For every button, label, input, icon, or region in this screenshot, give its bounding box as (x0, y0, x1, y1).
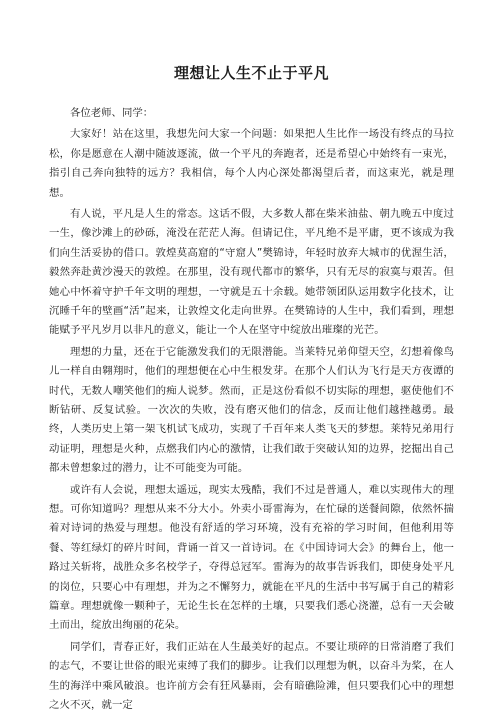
paragraph-1: 大家好！站在这里，我想先问大家一个问题：如果把人生比作一场没有终点的马拉松，你是愿意在人潮中随波逐流，做一个平凡的奔跑者，还是希望心中始终有一束光，指引自己奔向独特的远方？我相信，每个人内心深处都渴望后者，而这束光，就是理想。 (49, 128, 454, 199)
paragraph-2: 有人说，平凡是人生的常态。这话不假，大多数人都在柴米油盐、朝九晚五中度过一生，像沙滩上的砂砾，淹没在茫茫人海。但请记住，平凡绝不是平庸，更不该成为我们向生活妥协的借口。敦煌莫高窟的“守窟人”樊锦诗，年轻时放弃大城市的优渥生活，毅然奔赴黄沙漫天的敦煌。在那里，没有现代都市的繁华，只有无尽的寂寞与艰苦。但她心中怀着守护千年文明的理想，一守就是五十余载。她带领团队运用数字化技术，让沉睡千年的壁画“活”起来，让敦煌文化走向世界。在樊锦诗的人生中，我们看到，理想能赋予平凡岁月以非凡的意义，能让一个人在坚守中绽放出璀璨的光芒。 (49, 207, 454, 337)
paragraph-5: 同学们，青春正好，我们正站在人生最美好的起点。不要让琐碎的日常消磨了我们的志气，不要让世俗的眼光束缚了我们的脚步。让我们以理想为帆，以奋斗为桨，在人生的海洋中乘风破浪。也许前方会有狂风暴雨，会有暗礁险滩，但只要我们心中的理想之火不灭，就一定 (49, 640, 454, 712)
document-title: 理想让人生不止于平凡 (173, 64, 329, 82)
paragraph-3: 理想的力量，还在于它能激发我们的无限潜能。当莱特兄弟仰望天空，幻想着像鸟儿一样自由翱翔时，他们的理想便在心中生根发芽。在那个人们认为飞行是天方夜谭的时代，无数人嘲笑他们的痴人说梦。然而，正是这份看似不切实际的理想，驱使他们不断钻研、反复试验。一次次的失败，没有磨灭他们的信念，反而让他们越挫越勇。最终，人类历史上第一架飞机试飞成功，实现了千百年来人类飞天的梦想。莱特兄弟用行动证明，理想是火种，点燃我们内心的激情，让我们敢于突破认知的边界，挖掘出自己都未曾想象过的潜力，让不可能变为可能。 (49, 345, 454, 475)
paragraph-4: 或许有人会说，理想太遥远，现实太残酷，我们不过是普通人，难以实现伟大的理想。可你知道吗？理想从来不分大小。外卖小哥雷海为，在忙碌的送餐间隙，依然怀揣着对诗词的热爱与理想。他没有舒适的学习环境，没有充裕的学习时间，但他利用等餐、等红绿灯的碎片时间，背诵一首又一首诗词。在《中国诗词大会》的舞台上，他一路过关斩将，战胜众多名校学子，夺得总冠军。雷海为的故事告诉我们，即使身处平凡的岗位，只要心中有理想，并为之不懈努力，就能在平凡的生活中书写属于自己的精彩篇章。理想就像一颗种子，无论生长在怎样的土壤，只要我们悉心浇灌，总有一天会破土而出，绽放出绚丽的花朵。 (49, 483, 454, 632)
salutation: 各位老师、同学： (70, 107, 154, 119)
